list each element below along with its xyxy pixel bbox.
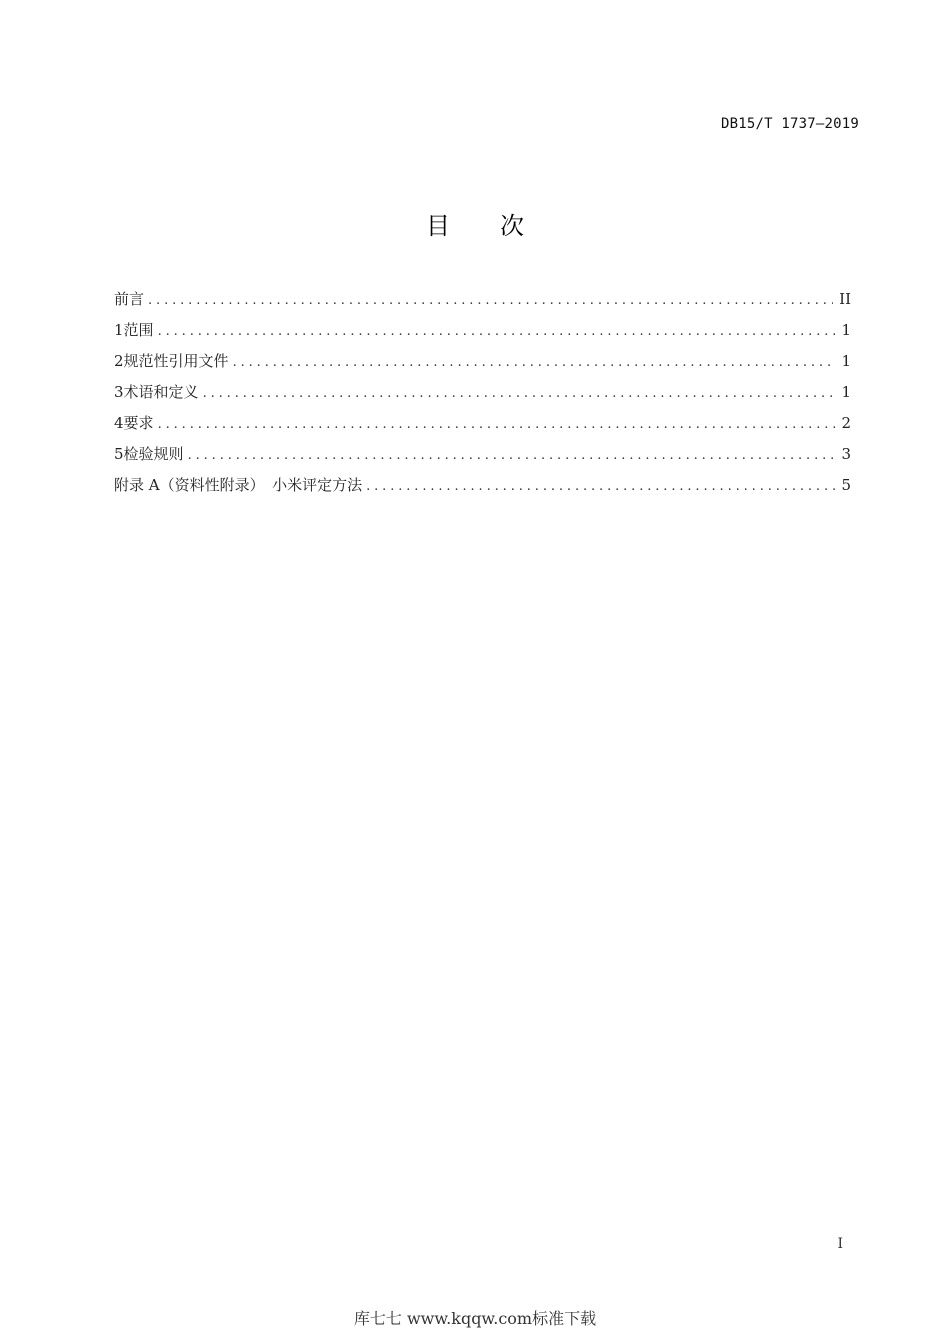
title-char-1: 目 [426, 212, 450, 240]
toc-item-terms-definitions[interactable] [114, 381, 851, 412]
toc-item-foreword[interactable] [114, 288, 851, 319]
toc-section-number: 4 [114, 414, 124, 432]
toc-item-normative-references[interactable] [114, 350, 851, 381]
page-title [0, 206, 950, 241]
toc-leader-dots [148, 293, 833, 308]
toc-item-requirements[interactable] [114, 412, 851, 443]
toc-leader-dots [158, 417, 835, 432]
toc-label: 术语和定义 [123, 383, 199, 401]
toc-label: 范围 [123, 321, 154, 339]
toc-page-number: 3 [841, 445, 851, 463]
toc-label: 检验规则 [123, 445, 184, 463]
toc-page-number: 1 [841, 352, 851, 370]
toc-section-number: 1 [114, 321, 124, 339]
toc-leader-dots [366, 479, 835, 494]
toc-section-number: 5 [114, 445, 124, 463]
toc-leader-dots [203, 386, 835, 401]
toc-item-appendix-a[interactable] [114, 474, 851, 505]
toc-item-scope[interactable] [114, 319, 851, 350]
toc-page-number: 1 [841, 321, 851, 339]
toc-label: 附录 A（资料性附录） 小米评定方法 [114, 476, 363, 494]
toc-label: 要求 [123, 414, 154, 432]
toc-leader-dots [158, 324, 835, 339]
toc-leader-dots [233, 355, 835, 370]
toc-item-inspection-rules[interactable] [114, 443, 851, 474]
toc-leader-dots [188, 448, 835, 463]
table-of-contents [114, 288, 851, 505]
toc-label: 前言 [114, 290, 145, 308]
toc-page-number: 2 [841, 414, 851, 432]
document-code: DB15/T 1737—2019 [720, 116, 859, 132]
toc-section-number: 3 [114, 383, 124, 401]
toc-label: 规范性引用文件 [123, 352, 229, 370]
toc-section-number: 2 [114, 352, 124, 370]
toc-page-number: 1 [841, 383, 851, 401]
title-char-2: 次 [500, 212, 524, 240]
toc-page-number: II [839, 290, 851, 308]
toc-page-number: 5 [841, 476, 851, 494]
page-number: I [837, 1236, 843, 1252]
footer-watermark: 库七七 www.kqqw.com标准下载 [353, 1309, 597, 1328]
